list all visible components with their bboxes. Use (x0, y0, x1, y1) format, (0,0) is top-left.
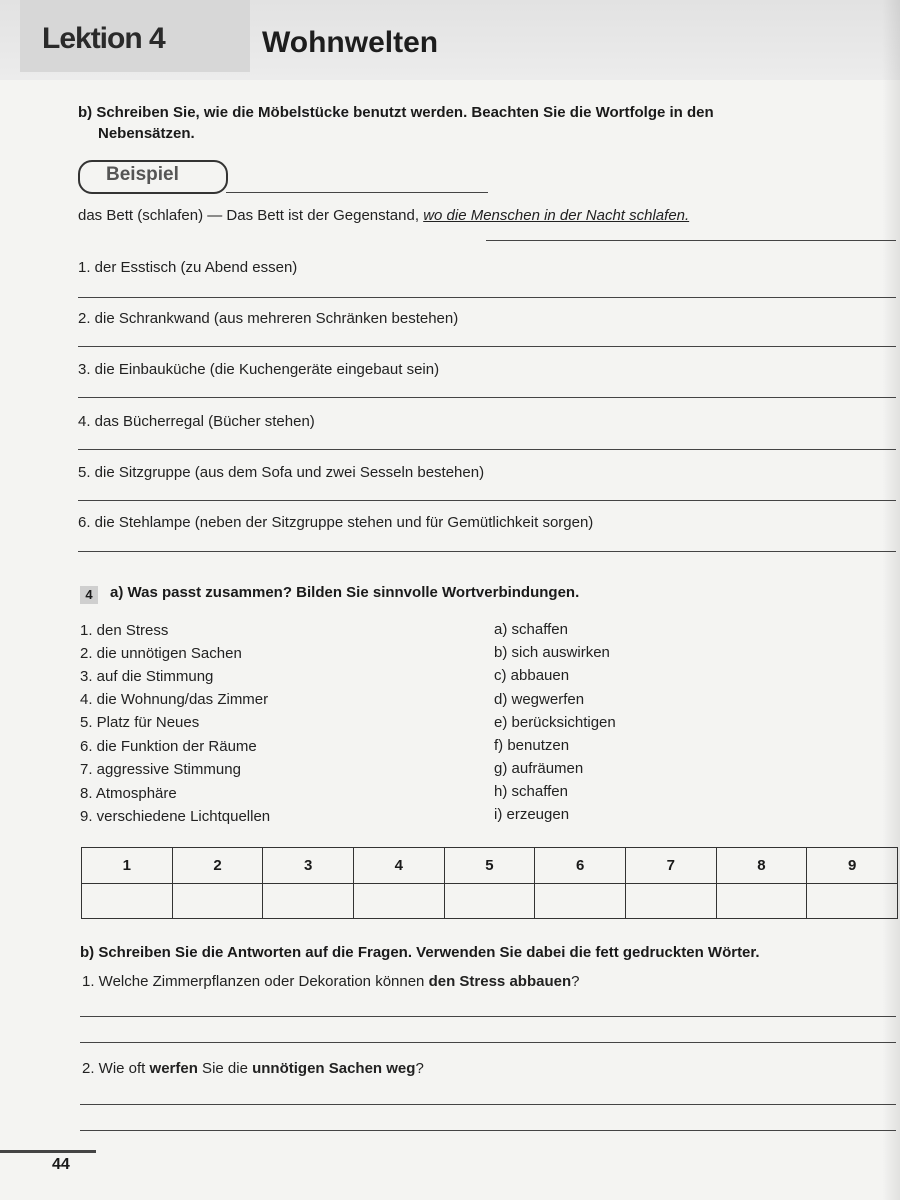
answer-table-input-row (82, 883, 898, 919)
item-5: 5. die Sitzgruppe (aus dem Sofa und zwei Sesseln bestehen) (78, 464, 485, 481)
answer-cell[interactable] (353, 883, 444, 919)
answer-line-q1b[interactable] (80, 1042, 896, 1043)
chapter-title: Wohnwelten (262, 26, 439, 59)
item-4: 4. das Bücherregal (Bücher stehen) (78, 413, 315, 430)
page-number: 44 (52, 1156, 70, 1173)
example-sentence (78, 207, 689, 224)
question-2-bold-2: unnötigen Sachen weg (252, 1060, 416, 1077)
item-6: 6. die Stehlampe (neben der Sitzgruppe stehen und für Gemütlichkeit sorgen) (78, 514, 594, 531)
right-item-b: b) sich auswirken (494, 644, 610, 661)
question-1-bold: den Stress abbauen (428, 973, 572, 990)
answer-line-q2b[interactable] (80, 1130, 896, 1131)
table-header-cell: 6 (535, 848, 626, 884)
left-item-9: 9. verschiedene Lichtquellen (80, 808, 271, 825)
exercise-4a-instruction: a) Was passt zusammen? Bilden Sie sinnvolle Wortverbindungen. (110, 584, 580, 601)
left-item-3: 3. auf die Stimmung (80, 668, 214, 685)
table-header-cell: 3 (263, 848, 354, 884)
right-item-a: a) schaffen (494, 621, 568, 638)
right-item-g: g) aufräumen (494, 760, 584, 777)
question-2 (82, 1060, 424, 1077)
page-edge-shadow (882, 0, 900, 1200)
answer-cell[interactable] (535, 883, 626, 919)
answer-line-6[interactable] (78, 551, 896, 552)
table-header-cell: 9 (807, 848, 898, 884)
answer-line-4[interactable] (78, 449, 896, 450)
question-1-text: 1. Welche Zimmerpflanzen oder Dekoration können (82, 973, 429, 990)
right-item-c: c) abbauen (494, 667, 570, 684)
table-header-cell: 1 (82, 848, 173, 884)
exercise-b-instruction: b) Schreiben Sie, wie die Möbelstücke benutzt werden. Beachten Sie die Wortfolge in den (78, 104, 714, 121)
answer-line-5[interactable] (78, 500, 896, 501)
answer-line-3[interactable] (78, 397, 896, 398)
left-item-1: 1. den Stress (80, 622, 169, 639)
answer-line-q1a[interactable] (80, 1016, 896, 1017)
item-2: 2. die Schrankwand (aus mehreren Schränken bestehen) (78, 310, 459, 327)
left-item-8: 8. Atmosphäre (80, 785, 177, 802)
exercise-number: 4 (80, 586, 98, 604)
table-header-cell: 2 (172, 848, 263, 884)
table-header-cell: 5 (444, 848, 535, 884)
answer-cell[interactable] (807, 883, 898, 919)
left-item-4: 4. die Wohnung/das Zimmer (80, 691, 269, 708)
answer-cell[interactable] (716, 883, 807, 919)
example-answer: wo die Menschen in der Nacht schlafen. (423, 207, 690, 224)
question-2-text: 2. Wie oft (82, 1060, 150, 1077)
exercise-b-instruction-cont: Nebensätzen. (98, 125, 195, 142)
answer-line-2[interactable] (78, 346, 896, 347)
answer-cell[interactable] (625, 883, 716, 919)
question-2-mid: Sie die (197, 1060, 253, 1077)
question-1-end: ? (571, 973, 580, 990)
lesson-label: Lektion 4 (42, 22, 165, 55)
right-item-h: h) schaffen (494, 783, 568, 800)
footer-rule (0, 1150, 96, 1153)
left-item-2: 2. die unnötigen Sachen (80, 645, 242, 662)
answer-cell[interactable] (172, 883, 263, 919)
left-item-6: 6. die Funktion der Räume (80, 738, 257, 755)
question-2-bold-1: werfen (149, 1060, 198, 1077)
example-underline (226, 192, 488, 193)
table-header-cell: 7 (625, 848, 716, 884)
right-item-f: f) benutzen (494, 737, 570, 754)
answer-cell[interactable] (444, 883, 535, 919)
answer-line-1[interactable] (78, 297, 896, 298)
answer-table-header-row (82, 848, 898, 884)
answer-cell[interactable] (82, 883, 173, 919)
answer-cell[interactable] (263, 883, 354, 919)
left-item-7: 7. aggressive Stimmung (80, 761, 241, 778)
right-item-d: d) wegwerfen (494, 691, 585, 708)
table-header-cell: 4 (353, 848, 444, 884)
item-1: 1. der Esstisch (zu Abend essen) (78, 259, 298, 276)
right-item-i: i) erzeugen (494, 806, 570, 823)
answer-line-q2a[interactable] (80, 1104, 896, 1105)
question-1 (82, 973, 579, 990)
left-item-5: 5. Platz für Neues (80, 714, 200, 731)
example-label: Beispiel (106, 164, 179, 185)
example-answer-line (486, 240, 896, 241)
example-prefix: das Bett (schlafen) — Das Bett ist der Gegenstand, (78, 207, 420, 224)
answer-table (81, 847, 898, 919)
exercise-4b-instruction: b) Schreiben Sie die Antworten auf die Fragen. Verwenden Sie dabei die fett gedruckten Wörter. (80, 944, 760, 961)
item-3: 3. die Einbauküche (die Kuchengeräte eingebaut sein) (78, 361, 440, 378)
question-2-end: ? (415, 1060, 424, 1077)
table-header-cell: 8 (716, 848, 807, 884)
right-item-e: e) berücksichtigen (494, 714, 616, 731)
